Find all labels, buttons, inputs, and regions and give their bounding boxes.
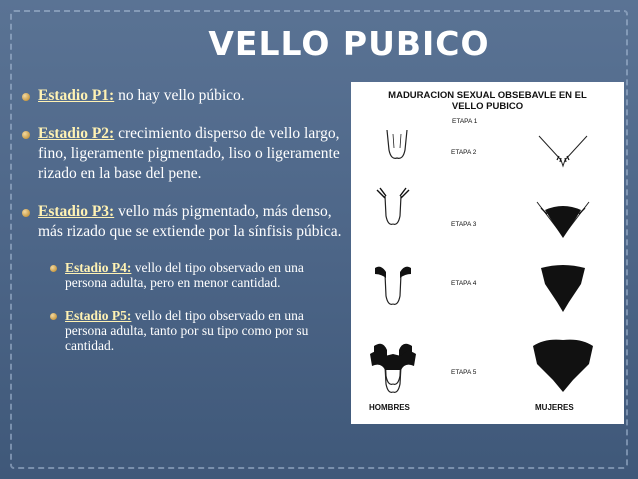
stage-label: Estadio P2: [38,125,115,142]
bullet-text [38,202,344,242]
label-mujeres: MUJERES [535,403,574,412]
bullet-stage-p1 [22,86,344,106]
stage-label: Estadio P4: [65,260,132,275]
sub-bullet-stage-p4 [50,260,344,290]
label-hombres: HOMBRES [369,403,410,412]
bullet-text [65,308,344,353]
stage-description: vello del tipo observado en una persona adulta, pero en menor cantidad. [65,260,304,290]
stage-label-3: ETAPA 3 [451,221,477,228]
slide-title: VELLO PUBICO [208,24,490,63]
stage-label-2: ETAPA 2 [451,149,477,156]
bullet-stage-p3 [22,202,344,242]
figure-title-line-1: MADURACION SEXUAL OBSEBAVLE EN EL [388,90,587,101]
stage-label: Estadio P1: [38,87,115,104]
bullet-text [38,124,344,184]
bullet-list [22,86,344,371]
male-stage-1-illustration [377,126,417,166]
figure-title [357,90,618,112]
female-stage-4-illustration [537,264,589,314]
bullet-dot-icon [50,313,57,320]
stage-label: Estadio P3: [38,203,115,220]
female-stage-2-illustration [535,134,591,170]
bullet-dot-icon [22,131,30,139]
tanner-stages-figure [351,82,624,424]
bullet-dot-icon [22,93,30,101]
bullet-text [38,86,245,106]
stage-label-1: ETAPA 1 [452,118,478,125]
male-stage-3-illustration [373,262,413,310]
bullet-text [65,260,344,290]
female-stage-5-illustration [531,338,595,394]
stage-label-5: ETAPA 5 [451,369,477,376]
stage-label-4: ETAPA 4 [451,280,477,287]
male-stage-5-illustration [369,348,417,396]
female-stage-3-illustration [535,200,591,242]
sub-bullet-stage-p5 [50,308,344,353]
stage-description: vello del tipo observado en una persona adulta, tanto por su tipo como por su cantidad. [65,308,309,353]
bullet-stage-p2 [22,124,344,184]
bullet-dot-icon [50,265,57,272]
stage-description: crecimiento disperso de vello largo, fino, ligeramente pigmentado, liso o ligeramente rizado en la base del pene. [38,125,340,182]
male-stage-2-illustration [373,186,413,230]
figure-title-line-2: VELLO PUBICO [451,101,524,112]
stage-label: Estadio P5: [65,308,132,323]
stage-description: no hay vello púbico. [114,87,245,104]
stage-description: vello más pigmentado, más denso, más rizado que se extiende por la sínfisis púbica. [38,203,342,240]
bullet-dot-icon [22,209,30,217]
